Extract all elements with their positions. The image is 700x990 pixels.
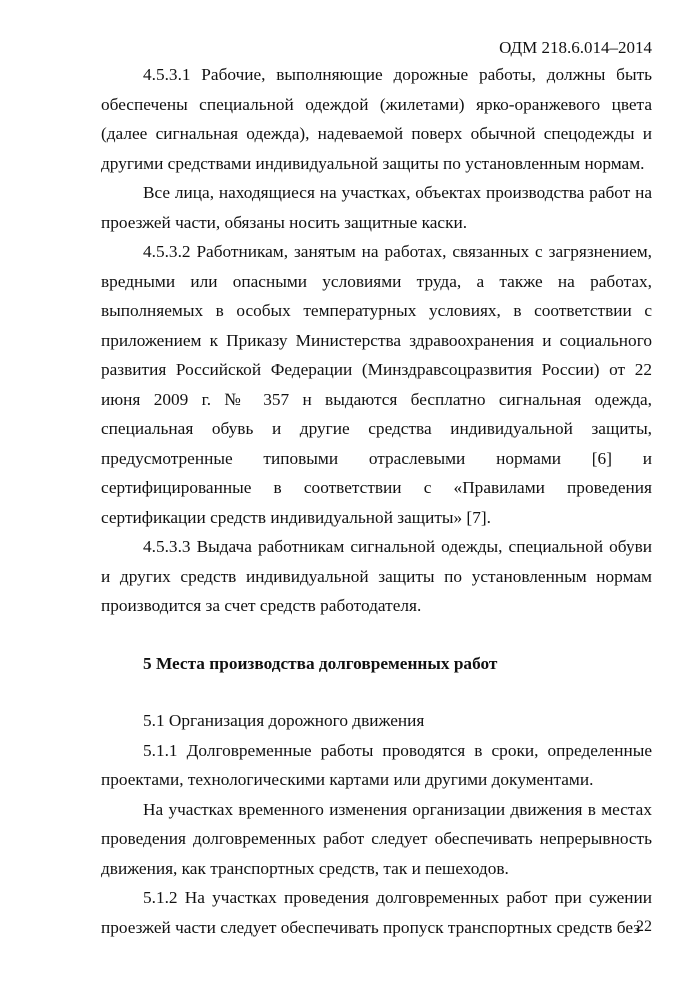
page-number: 22 bbox=[636, 918, 652, 935]
paragraph-5-1-1: 5.1.1 Долговременные работы проводятся в сроки, определенные проектами, технологическими картами или другими документами. bbox=[101, 740, 652, 789]
paragraph-4-5-3-2: 4.5.3.2 Работникам, занятым на работах, связанных с загрязнением, вредными или опасными условиями труда, а также на работах, выполняемых в особых температурных условиях, в соответствии с приложением к Приказу Министерства здравоохранения и социального развития Российской Федерации (Минздравсоцразвития России) от 22 июня 2009 г. № 357 н выдаются бесплатно сигнальная одежда, специальная обувь и другие средства индивидуальной защиты, предусмотренные типовыми отраслевыми нормами [6] и сертифицированные в соответствии с «Правилами проведения сертификации средств индивидуальной защиты» [7]. bbox=[101, 242, 652, 527]
document-code: ОДМ 218.6.014–2014 bbox=[499, 38, 652, 57]
subsection-title: 5.1 Организация дорожного движения bbox=[143, 711, 425, 730]
paragraph-4-5-3-3: 4.5.3.3 Выдача работникам сигнальной одежды, специальной обуви и других средств индивидуальной защиты по установленным нормам производится за счет средств работодателя. bbox=[101, 537, 652, 615]
paragraph-4-5-3-1: 4.5.3.1 Рабочие, выполняющие дорожные работы, должны быть обеспечены специальной одеждой (жилетами) ярко-оранжевого цвета (далее сигнальная одежда), надеваемой поверх обычной спецодежды и другими средствами индивидуальной защиты по установленным нормам. bbox=[101, 65, 652, 173]
paragraph-5-1-2: 5.1.2 На участках проведения долговременных работ при сужении проезжей части следует обеспечивать пропуск транспортных средств без bbox=[101, 888, 652, 937]
paragraph-continuity: На участках временного изменения организации движения в местах проведения долговременных работ следует обеспечивать непрерывность движения, как транспортных средств, так и пешеходов. bbox=[101, 799, 652, 878]
body-text bbox=[101, 60, 652, 942]
section-heading: 5 Места производства долговременных работ bbox=[143, 653, 498, 673]
paragraph-helmets: Все лица, находящиеся на участках, объектах производства работ на проезжей части, обязаны носить защитные каски. bbox=[101, 183, 652, 232]
